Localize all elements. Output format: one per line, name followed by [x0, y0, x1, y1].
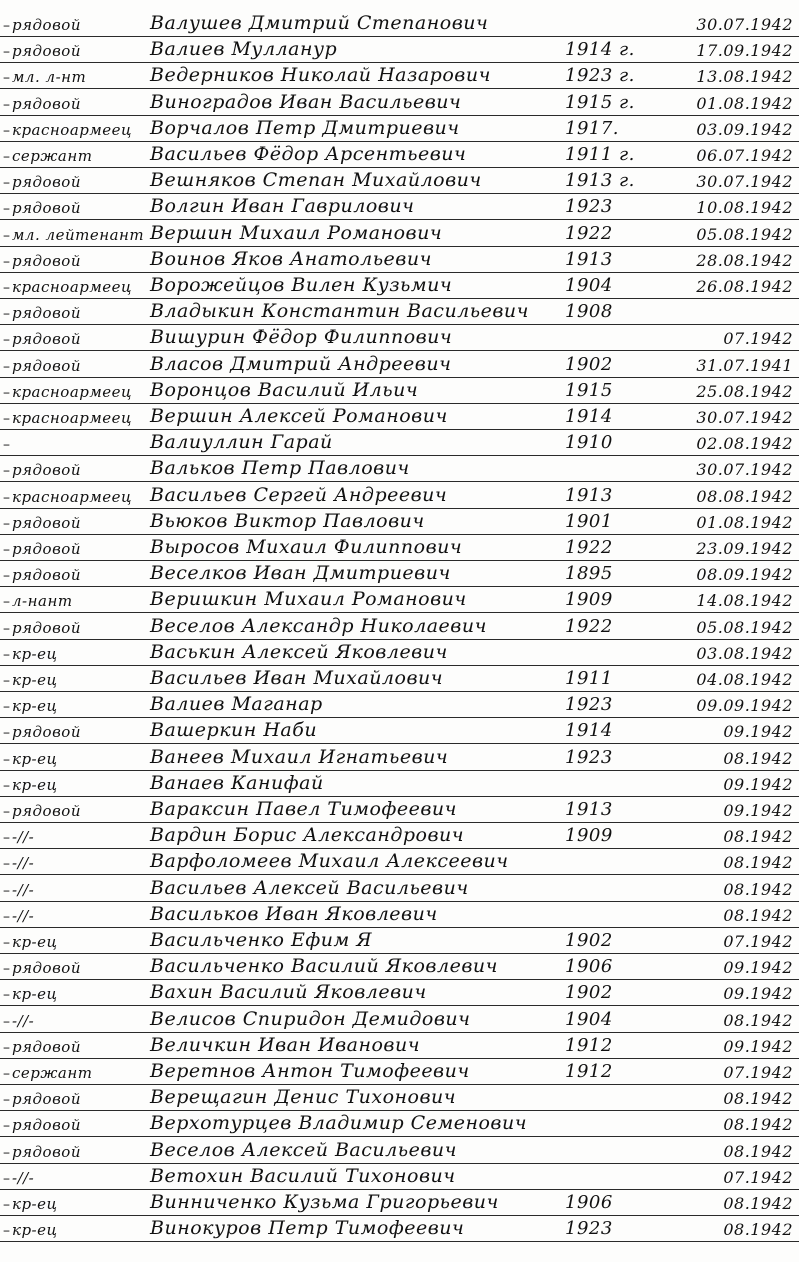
ledger-row	[0, 322, 799, 351]
row-date: 09.09.1942	[696, 696, 793, 716]
row-full-name: Вараксин Павел Тимофеевич	[150, 798, 457, 820]
row-bullet-dash: –	[3, 856, 11, 873]
ledger-row	[0, 846, 799, 875]
row-full-name: Верхотурцев Владимир Семенович	[150, 1112, 528, 1135]
row-bullet-dash: –	[3, 1013, 11, 1030]
ledger-row	[0, 113, 799, 142]
row-full-name: Вашеркин Наби	[150, 719, 318, 742]
row-full-name: Воронцов Василий Ильич	[150, 378, 419, 401]
row-full-name: Верещагин Денис Тихонович	[150, 1086, 457, 1109]
ledger-row	[0, 349, 799, 378]
row-full-name: Васильченко Ефим Я	[150, 929, 373, 951]
row-bullet-dash: –	[3, 542, 11, 558]
row-birth-year: 1915	[565, 379, 613, 401]
ledger-row	[0, 794, 799, 823]
row-bullet-dash: –	[3, 620, 11, 637]
row-rank: сержант	[12, 147, 93, 165]
row-rank: -//-	[12, 880, 35, 899]
row-bullet-dash: –	[3, 70, 11, 87]
ledger-row	[0, 715, 799, 744]
row-rank: рядовой	[12, 16, 81, 34]
ledger-row	[0, 925, 799, 954]
row-birth-year: 1922	[565, 222, 613, 244]
row-date: 09.1942	[723, 1036, 793, 1056]
row-birth-year: 1895	[565, 563, 613, 585]
ledger-row	[0, 401, 799, 430]
row-bullet-dash: –	[3, 1223, 11, 1240]
row-full-name: Виноградов Иван Васильевич	[150, 90, 462, 113]
row-bullet-dash: –	[3, 699, 11, 716]
row-birth-year: 1902	[565, 982, 613, 1004]
row-full-name: Васильев Иван Михайлович	[150, 667, 444, 689]
row-rank: кр-ец	[12, 1195, 58, 1213]
row-full-name: Валиев Маганар	[150, 693, 323, 716]
row-rank: кр-ец	[12, 697, 58, 716]
row-bullet-dash: –	[3, 725, 11, 742]
row-bullet-dash: –	[3, 515, 11, 532]
ledger-row	[0, 270, 799, 299]
row-rank: красноармеец	[12, 278, 133, 296]
row-rank: красноармеец	[12, 382, 133, 401]
row-bullet-dash: –	[3, 149, 11, 165]
row-bullet-dash: –	[3, 44, 11, 61]
row-date: 07.1942	[723, 1167, 793, 1187]
ledger-row	[0, 165, 799, 194]
row-full-name: Вардин Борис Александрович	[150, 824, 465, 847]
row-rank: рядовой	[12, 330, 81, 349]
row-birth-year: 1902	[565, 930, 613, 951]
row-full-name: Валиуллин Гарай	[150, 431, 333, 454]
row-rank: рядовой	[12, 304, 81, 323]
row-full-name: Власов Дмитрий Андреевич	[150, 352, 452, 375]
ledger-row	[0, 1082, 799, 1111]
ledger-row	[0, 611, 799, 640]
ledger-row	[0, 768, 799, 797]
row-rank: -//-	[12, 828, 35, 847]
row-birth-year: 1902	[565, 353, 613, 375]
row-date: 08.1942	[723, 1194, 793, 1213]
row-bullet-dash: –	[3, 1092, 11, 1109]
row-rank: рядовой	[12, 959, 81, 978]
row-rank: красноармеец	[12, 120, 133, 139]
row-rank: рядовой	[12, 356, 81, 375]
row-rank: рядовой	[12, 251, 81, 270]
row-birth-year: 1913 г.	[565, 170, 635, 192]
ledger-row	[0, 506, 799, 535]
row-full-name: Выросов Михаил Филиппович	[150, 536, 463, 558]
row-date: 23.09.1942	[696, 539, 793, 558]
row-rank: -//-	[12, 1011, 35, 1030]
ledger-row	[0, 663, 799, 692]
ledger-row	[0, 60, 799, 89]
row-date: 07.1942	[723, 329, 793, 349]
row-full-name: Ворчалов Петр Дмитриевич	[150, 116, 460, 139]
ledger-row	[0, 453, 799, 482]
row-rank: -//-	[12, 854, 35, 873]
row-full-name: Ворожейцов Вилен Кузьмич	[150, 274, 453, 296]
row-birth-year: 1923	[565, 196, 613, 218]
ledger-row	[0, 899, 799, 928]
row-full-name: Валушев Дмитрий Степанович	[150, 12, 489, 34]
row-birth-year: 1904	[565, 1008, 613, 1030]
row-date: 08.1942	[723, 853, 793, 873]
row-bullet-dash: –	[3, 306, 11, 323]
row-full-name: Винниченко Кузьма Григорьевич	[150, 1191, 499, 1213]
row-birth-year: 1923	[565, 1218, 613, 1240]
ledger-row	[0, 244, 799, 273]
row-full-name: Варфоломеев Михаил Алексеевич	[150, 850, 509, 873]
row-bullet-dash: –	[3, 201, 11, 218]
row-rank: рядовой	[12, 199, 81, 218]
row-birth-year: 1910	[565, 432, 613, 454]
row-rank: кр-ец	[12, 933, 58, 951]
row-rank: кр-ец	[12, 749, 58, 768]
row-full-name: Вахин Василий Яковлевич	[150, 981, 427, 1004]
row-birth-year: 1911 г.	[565, 144, 635, 165]
row-bullet-dash: –	[3, 646, 11, 663]
row-birth-year: 1914 г.	[565, 39, 635, 61]
ledger-row	[0, 977, 799, 1006]
row-bullet-dash: –	[3, 594, 11, 611]
row-rank: рядовой	[12, 1090, 81, 1109]
row-rank: кр-ец	[12, 1221, 58, 1240]
row-bullet-dash: –	[3, 384, 11, 401]
row-bullet-dash: –	[3, 437, 11, 454]
ledger-row	[0, 820, 799, 849]
row-bullet-dash: –	[3, 175, 11, 192]
row-bullet-dash: –	[3, 1066, 11, 1082]
row-full-name: Винокуров Петр Тимофеевич	[150, 1217, 465, 1240]
ledger-row	[0, 1213, 799, 1242]
row-rank: рядовой	[12, 802, 81, 820]
row-rank: рядовой	[12, 1037, 81, 1056]
row-date: 08.1942	[723, 879, 793, 899]
row-date: 04.08.1942	[696, 670, 793, 689]
ledger-row	[0, 689, 799, 718]
row-bullet-dash: –	[3, 489, 11, 506]
row-full-name: Веретнов Антон Тимофеевич	[150, 1060, 470, 1082]
row-birth-year: 1913	[565, 799, 613, 820]
row-bullet-dash: –	[3, 987, 11, 1004]
row-birth-year: 1923	[565, 694, 613, 716]
row-bullet-dash: –	[3, 908, 11, 925]
row-rank: рядовой	[12, 461, 81, 480]
row-full-name: Ванаев Канифай	[150, 771, 324, 794]
ledger-row	[0, 427, 799, 456]
row-rank: мл. л-нт	[12, 68, 87, 87]
ledger-row	[0, 742, 799, 771]
row-date: 30.07.1942	[696, 408, 793, 427]
row-full-name: Воинов Яков Анатольевич	[150, 247, 432, 270]
row-date: 30.07.1942	[696, 460, 793, 480]
row-full-name: Ванеев Михаил Игнатьевич	[150, 745, 449, 768]
row-bullet-dash: –	[3, 463, 11, 480]
row-birth-year: 1909	[565, 589, 613, 611]
row-birth-year: 1923	[565, 746, 613, 768]
row-date: 17.09.1942	[696, 41, 793, 61]
row-full-name: Васильченко Василий Яковлевич	[150, 955, 498, 978]
row-rank: рядовой	[12, 723, 81, 742]
row-bullet-dash: –	[3, 751, 11, 768]
row-full-name: Веселков Иван Дмитриевич	[150, 562, 451, 585]
row-full-name: Веселов Алексей Васильевич	[150, 1138, 457, 1161]
row-date: 08.08.1942	[696, 486, 793, 506]
row-rank: рядовой	[12, 540, 81, 558]
row-rank: -//-	[12, 906, 35, 925]
row-full-name: Васькин Алексей Яковлевич	[150, 640, 448, 663]
row-rank: рядовой	[12, 94, 81, 113]
row-rank: кр-ец	[12, 775, 58, 794]
row-full-name: Владыкин Константин Васильевич	[150, 300, 529, 323]
row-date: 08.1942	[723, 748, 793, 768]
row-full-name: Вершин Михаил Романович	[150, 221, 443, 244]
row-date: 05.08.1942	[696, 617, 793, 637]
row-date: 31.07.1941	[696, 355, 793, 375]
row-date: 14.08.1942	[696, 591, 793, 611]
row-bullet-dash: –	[3, 777, 11, 794]
ledger-row	[0, 637, 799, 666]
row-full-name: Велисов Спиридон Демидович	[150, 1007, 471, 1030]
row-date: 30.07.1942	[696, 15, 793, 34]
row-full-name: Ведерников Николай Назарович	[150, 64, 491, 87]
row-date: 05.08.1942	[696, 224, 793, 244]
row-rank: рядовой	[12, 566, 81, 585]
ledger-row	[0, 296, 799, 325]
row-rank: рядовой	[12, 1116, 81, 1135]
row-bullet-dash: –	[3, 1118, 11, 1135]
row-birth-year: 1913	[565, 484, 613, 506]
row-full-name: Веришкин Михаил Романович	[150, 588, 467, 611]
row-full-name: Ветохин Василий Тихонович	[150, 1164, 456, 1187]
row-date: 25.08.1942	[696, 381, 793, 401]
row-date: 08.1942	[723, 1089, 793, 1109]
row-rank: красноармеец	[12, 409, 133, 427]
row-rank: рядовой	[12, 42, 81, 61]
row-date: 08.1942	[723, 1010, 793, 1030]
ledger-row	[0, 375, 799, 404]
row-date: 01.08.1942	[696, 512, 793, 532]
row-rank: мл. лейтенант	[12, 225, 145, 244]
row-date: 06.07.1942	[696, 146, 793, 165]
row-birth-year: 1911	[565, 668, 613, 689]
row-birth-year: 1901	[565, 510, 613, 532]
row-rank: -//-	[12, 1168, 35, 1187]
row-date: 26.08.1942	[696, 277, 793, 296]
ledger-row	[0, 1030, 799, 1059]
row-birth-year: 1904	[565, 275, 613, 296]
row-bullet-dash: –	[3, 122, 11, 139]
row-full-name: Васильев Фёдор Арсентьевич	[150, 143, 467, 165]
row-full-name: Валиев Мулланур	[150, 38, 338, 61]
ledger-row	[0, 1004, 799, 1033]
row-date: 10.08.1942	[696, 198, 793, 218]
row-rank: рядовой	[12, 173, 81, 192]
row-birth-year: 1912	[565, 1061, 613, 1082]
row-date: 08.1942	[723, 1141, 793, 1161]
row-bullet-dash: –	[3, 411, 11, 427]
row-date: 08.1942	[723, 1115, 793, 1135]
row-birth-year: 1908	[565, 301, 613, 323]
ledger-row	[0, 480, 799, 509]
row-date: 09.1942	[723, 774, 793, 794]
ledger-row	[0, 873, 799, 902]
row-date: 07.1942	[723, 1063, 793, 1082]
row-rank: красноармеец	[12, 487, 133, 506]
row-date: 08.1942	[723, 905, 793, 925]
row-bullet-dash: –	[3, 882, 11, 899]
row-date: 08.1942	[723, 827, 793, 847]
row-rank: рядовой	[12, 1142, 81, 1161]
row-date: 09.1942	[723, 801, 793, 820]
row-rank: л-нант	[12, 592, 73, 611]
row-birth-year: 1906	[565, 1192, 613, 1213]
row-bullet-dash: –	[3, 830, 11, 847]
row-full-name: Величкин Иван Иванович	[150, 1033, 421, 1056]
row-bullet-dash: –	[3, 673, 11, 689]
row-full-name: Васильев Сергей Андреевич	[150, 483, 448, 506]
row-full-name: Веселов Александр Николаевич	[150, 614, 487, 637]
row-birth-year: 1913	[565, 248, 613, 270]
ledger-row	[0, 558, 799, 587]
row-bullet-dash: –	[3, 332, 11, 349]
row-date: 28.08.1942	[696, 250, 793, 270]
row-birth-year: 1917.	[565, 117, 620, 139]
ledger-row	[0, 191, 799, 220]
ledger-row	[0, 8, 799, 37]
row-date: 30.07.1942	[696, 172, 793, 192]
row-birth-year: 1922	[565, 615, 613, 637]
row-full-name: Волгин Иван Гаврилович	[150, 195, 415, 218]
row-date: 01.08.1942	[696, 93, 793, 113]
ledger-row	[0, 951, 799, 980]
row-bullet-dash: –	[3, 96, 11, 113]
row-birth-year: 1923 г.	[565, 65, 635, 87]
row-full-name: Вьюков Виктор Павлович	[150, 509, 425, 532]
row-birth-year: 1914	[565, 720, 613, 742]
row-birth-year: 1909	[565, 825, 613, 847]
row-date: 02.08.1942	[696, 434, 793, 454]
row-rank: рядовой	[12, 618, 81, 637]
row-bullet-dash: –	[3, 804, 11, 820]
row-bullet-dash: –	[3, 253, 11, 270]
row-date: 03.08.1942	[696, 643, 793, 663]
row-full-name: Вишурин Фёдор Филиппович	[150, 326, 453, 349]
row-bullet-dash: –	[3, 961, 11, 978]
row-birth-year: 1906	[565, 956, 613, 978]
row-date: 09.1942	[723, 722, 793, 742]
ledger-row	[0, 1135, 799, 1164]
row-rank: кр-ец	[12, 985, 58, 1004]
ledger-row	[0, 87, 799, 116]
ledger-row	[0, 1161, 799, 1190]
row-rank: рядовой	[12, 513, 81, 532]
row-date: 03.09.1942	[696, 119, 793, 139]
row-full-name: Вальков Петр Павлович	[150, 457, 410, 480]
row-date: 09.1942	[723, 984, 793, 1004]
row-bullet-dash: –	[3, 568, 11, 585]
ledger-row	[0, 218, 799, 247]
row-full-name: Васильков Иван Яковлевич	[150, 902, 438, 925]
row-bullet-dash: –	[3, 227, 11, 244]
row-bullet-dash: –	[3, 1144, 11, 1161]
row-full-name: Васильев Алексей Васильевич	[150, 876, 469, 899]
ledger-row	[0, 1187, 799, 1216]
row-date: 09.1942	[723, 958, 793, 978]
row-bullet-dash: –	[3, 1170, 11, 1187]
row-date: 07.1942	[723, 932, 793, 951]
row-bullet-dash: –	[3, 1197, 11, 1213]
row-bullet-dash: –	[3, 280, 11, 296]
row-date: 08.1942	[723, 1220, 793, 1240]
ledger-row	[0, 34, 799, 63]
ledger-row	[0, 1108, 799, 1137]
row-birth-year: 1915 г.	[565, 91, 635, 113]
row-birth-year: 1912	[565, 1034, 613, 1056]
row-date: 08.09.1942	[696, 565, 793, 585]
ledger-row	[0, 1056, 799, 1085]
ledger-row	[0, 139, 799, 168]
row-rank: сержант	[12, 1064, 93, 1082]
row-bullet-dash: –	[3, 18, 11, 34]
row-bullet-dash: –	[3, 1039, 11, 1056]
row-rank: кр-ец	[12, 671, 58, 689]
ledger-row	[0, 532, 799, 561]
row-bullet-dash: –	[3, 358, 11, 375]
row-birth-year: 1922	[565, 537, 613, 558]
row-birth-year: 1914	[565, 406, 613, 427]
row-full-name: Вешняков Степан Михайлович	[150, 169, 482, 192]
row-date: 13.08.1942	[696, 67, 793, 87]
ledger-row	[0, 584, 799, 613]
row-full-name: Вершин Алексей Романович	[150, 405, 448, 427]
row-rank: кр-ец	[12, 644, 58, 663]
row-bullet-dash: –	[3, 935, 11, 951]
